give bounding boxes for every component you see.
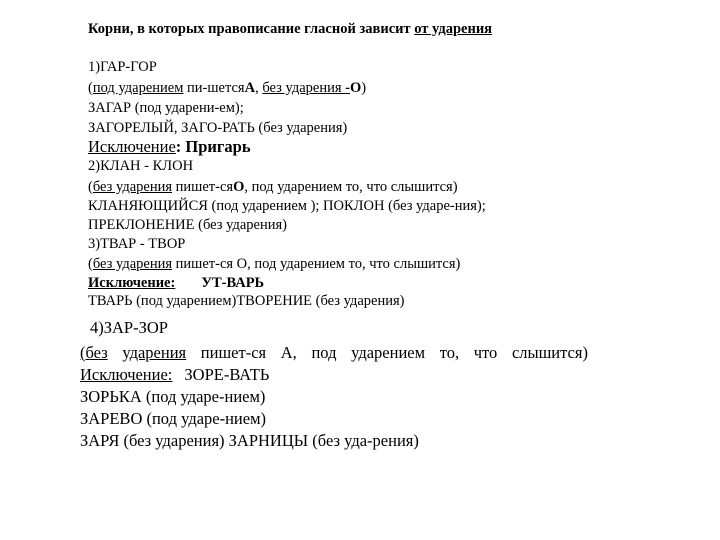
section4-example2: ЗАРЕВО (под ударе-нием) (80, 409, 267, 428)
exception-label: Исключение: (88, 275, 176, 291)
rule-letter-o: О (350, 80, 362, 96)
rule-word: (без (80, 343, 108, 362)
exception-word: ЗОРЕ-ВАТЬ (184, 365, 270, 384)
title-text: Корни, в которых правописание гласной зависит (88, 21, 415, 37)
section4-exception (80, 367, 269, 384)
rule-paren: ( (88, 179, 93, 195)
rule-unstressed: без ударения (262, 80, 346, 96)
rule-word: под (311, 343, 337, 362)
rule-unstressed: без ударения (92, 256, 173, 272)
rule-letter-a: А (244, 80, 256, 96)
rule-paren: ( (88, 256, 93, 272)
rule-word: пишет-ся (200, 343, 267, 362)
section1-heading-text: 1)ГАР-ГОР (88, 59, 157, 75)
exception-label: Исключение: (80, 365, 173, 384)
title-underlined-text: от ударения (414, 21, 493, 37)
rule-comma: , (255, 80, 263, 96)
exception-label: Исключение (88, 137, 176, 156)
section2-heading: 2)КЛАН - КЛОН (88, 158, 194, 174)
rule-text-rest: пишет-ся О, под ударением то, что слышится) (172, 256, 461, 272)
rule-word: слышится) (511, 343, 588, 362)
section1-example2: ЗАГОРЕЛЫЙ, ЗАГО-РАТЬ (без ударения) (88, 120, 348, 136)
section1-rule (88, 81, 366, 96)
rule-text-rest: , под ударением то, что слышится) (244, 179, 458, 195)
section4-example1: ЗОРЬКА (под ударе-нием) (80, 387, 266, 406)
rule-text: пи-шется (183, 80, 245, 96)
rule-word: А, (280, 343, 297, 362)
section3-example: ТВАРЬ (под ударением)ТВОРЕНИЕ (без ударения) (88, 293, 405, 309)
page-title (88, 22, 492, 37)
section2-example1: КЛАНЯЮЩИЙСЯ (под ударением ); ПОКЛОН (без ударе-ния); (88, 198, 486, 214)
exception-word: : Пригарь (175, 137, 251, 156)
section4-rule (80, 345, 588, 362)
rule-stressed: под ударением (92, 80, 184, 96)
rule-word: то, (439, 343, 460, 362)
section4-example3: ЗАРЯ (без ударения) ЗАРНИЦЫ (без уда-рения) (80, 431, 419, 450)
rule-unstressed: без ударения (92, 179, 173, 195)
section3-rule (88, 257, 460, 272)
section1-heading (88, 60, 157, 75)
rule-dash: - (345, 80, 350, 96)
exception-word: УТ-ВАРЬ (201, 275, 265, 291)
rule-word: ударением (351, 343, 426, 362)
section1-exception (88, 139, 251, 156)
section1-example1: ЗАГАР (под ударени-ем); (88, 100, 244, 116)
rule-word: что (473, 343, 498, 362)
rule-paren: ( (88, 80, 93, 96)
section2-example2: ПРЕКЛОНЕНИЕ (без ударения) (88, 217, 287, 233)
rule-text: пишет-ся (172, 179, 234, 195)
section4-heading: 4)ЗАР-ЗОР (90, 318, 168, 337)
rule-paren-close: ) (361, 80, 367, 96)
section2-rule (88, 180, 458, 195)
rule-word: ударения (122, 343, 187, 362)
rule-letter-o: О (233, 179, 245, 195)
section3-exception (88, 276, 264, 291)
section3-heading: 3)ТВАР - ТВОР (88, 236, 186, 252)
